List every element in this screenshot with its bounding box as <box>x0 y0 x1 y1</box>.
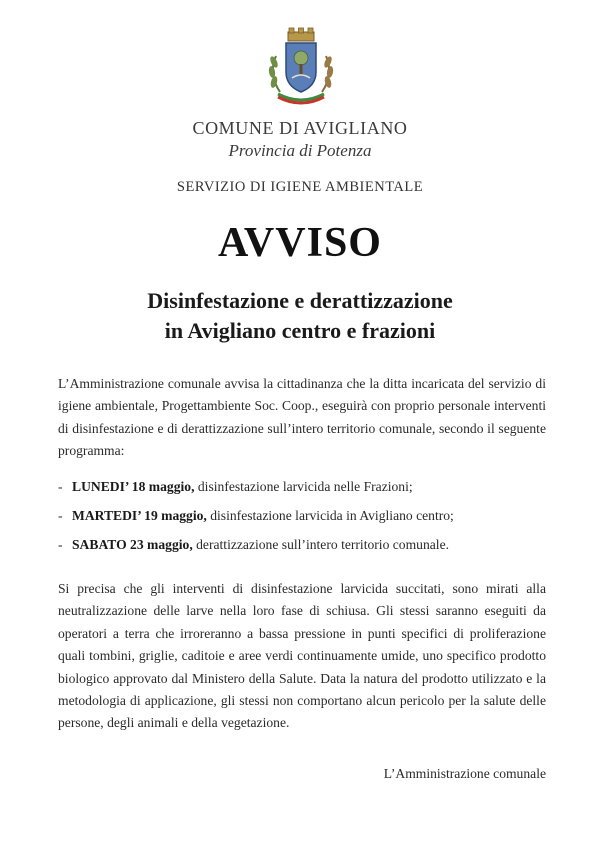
schedule-activity: derattizzazione sull’intero territorio comunale. <box>192 537 450 552</box>
bullet-dash: - <box>58 479 63 494</box>
schedule-date: SABATO 23 maggio, <box>72 537 193 552</box>
schedule-date: LUNEDI’ 18 maggio, <box>72 479 195 494</box>
bullet-dash: - <box>58 537 63 552</box>
subtitle-line-2: in Avigliano centro e frazioni <box>164 318 436 343</box>
details-paragraph: Si precisa che gli interventi di disinfestazione larvicida succitati, sono mirati alla neutralizzazione delle larve nella loro fase di schiusa. Gli stessi saranno eseguiti da operatori a terra che irroreranno a bassa pressione in punti specifici di proliferazione quali tombini, griglie, caditoie e aree verdi continuamente umide, uno specifico prodotto biologico approvato dal Ministero della Salute. Data la natura del prodotto utilizzato e la metodologia di applicazione, gli stessi non comportano alcun pericolo per la salute delle persone, degli animali e della vegetazione. <box>58 581 546 731</box>
intro-paragraph: L’Amministrazione comunale avvisa la cittadinanza che la ditta incaricata del servizio di igiene ambientale, Progettambiente Soc. Coop., eseguirà con proprio personale interventi di disinfestazione e di derattizzazione sull’intero territorio comunale, secondo il seguente programma: <box>58 376 546 459</box>
signature: L’Amministrazione comunale <box>383 766 546 781</box>
notice-title: AVVISO <box>218 220 382 266</box>
schedule-item <box>58 505 558 534</box>
schedule-list <box>58 476 558 563</box>
provincia-name: Provincia di Potenza <box>228 141 372 160</box>
schedule-activity: disinfestazione larvicida nelle Frazioni; <box>194 479 413 494</box>
schedule-item <box>58 476 558 505</box>
coat-of-arms-emblem <box>264 26 338 108</box>
bullet-dash: - <box>58 508 63 523</box>
comune-name: COMUNE DI AVIGLIANO <box>192 118 408 138</box>
schedule-activity: disinfestazione larvicida in Avigliano centro; <box>206 508 454 523</box>
notice-subtitle <box>0 286 600 346</box>
schedule-item <box>58 534 558 563</box>
schedule-date: MARTEDI’ 19 maggio, <box>72 508 207 523</box>
subtitle-line-1: Disinfestazione e derattizzazione <box>147 288 453 313</box>
service-name: SERVIZIO DI IGIENE AMBIENTALE <box>176 179 424 195</box>
